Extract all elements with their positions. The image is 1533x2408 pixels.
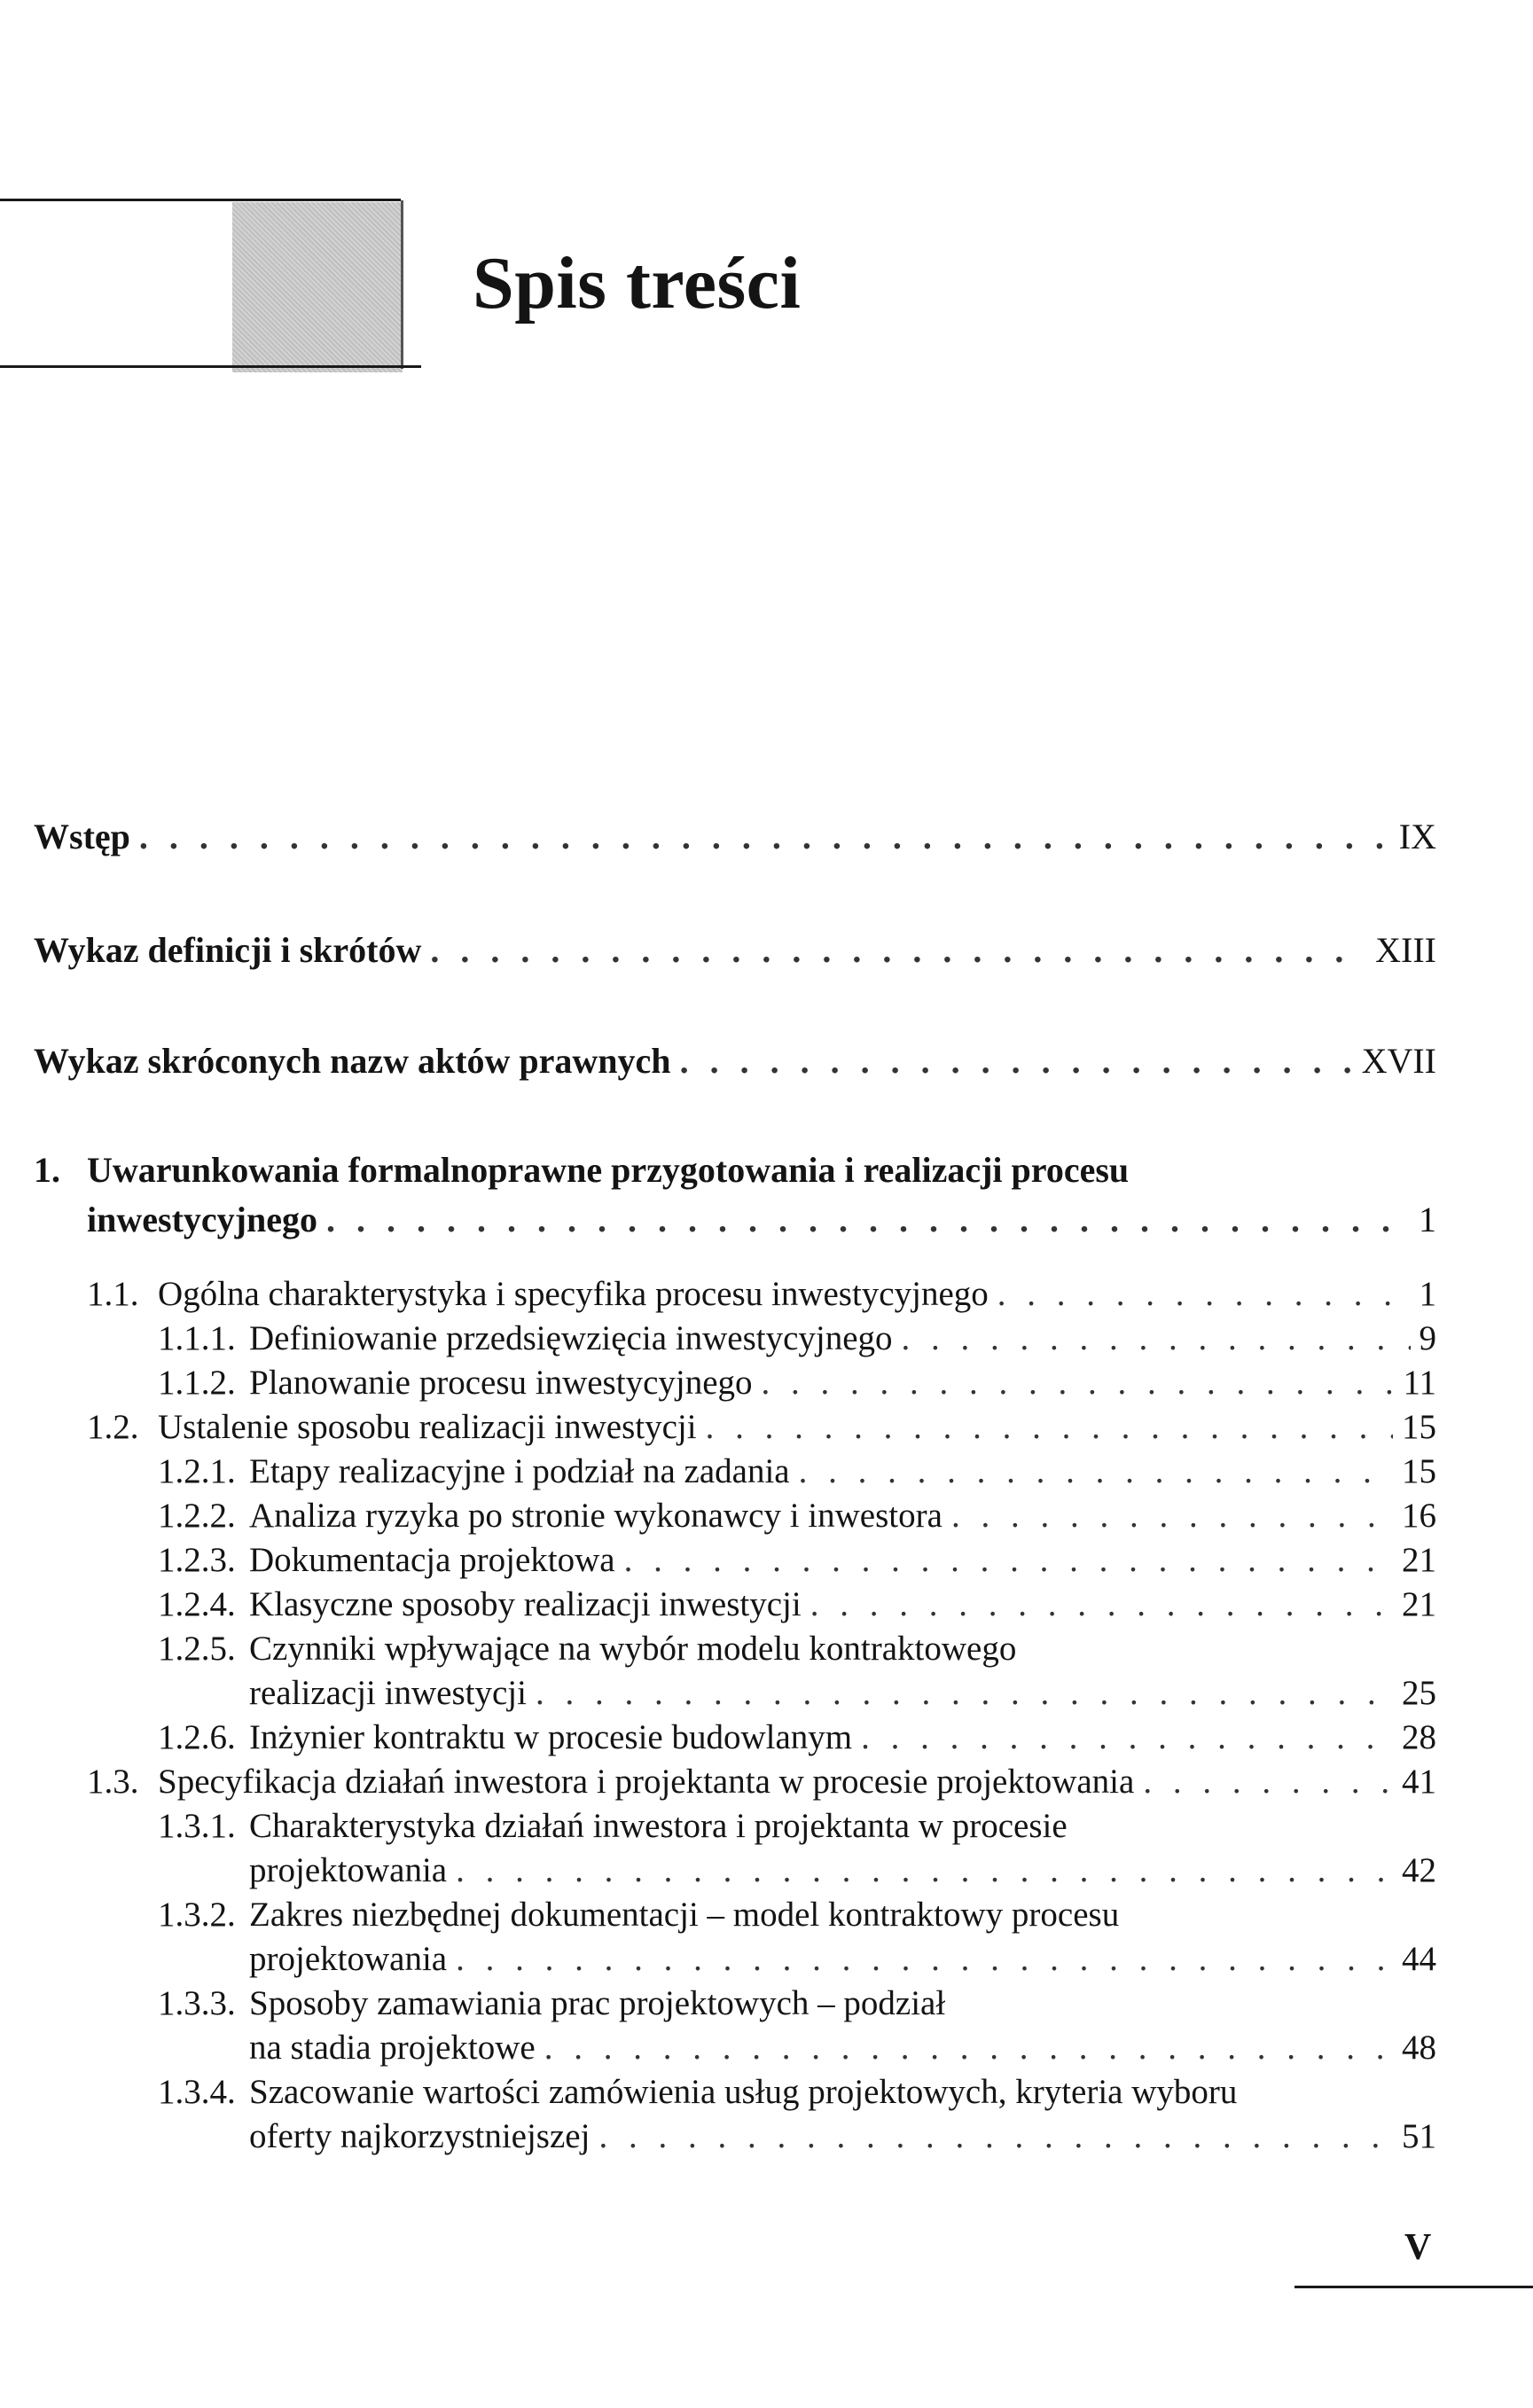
leader-dots bbox=[997, 1273, 1411, 1316]
toc-entry-page: 44 bbox=[1402, 1940, 1436, 1978]
toc-entry-text: Klasyczne sposoby realizacji inwestycji bbox=[249, 1585, 802, 1623]
toc-entry-text: Etapy realizacyjne i podział na zadania bbox=[249, 1452, 790, 1490]
header-shaded-box bbox=[232, 202, 403, 372]
leader-dots bbox=[810, 1583, 1393, 1626]
toc-entry-text: inwestycyjnego bbox=[87, 1200, 317, 1239]
page-title: Spis treści bbox=[473, 242, 802, 324]
toc-chapter-number: 1. bbox=[34, 1150, 60, 1190]
toc-entry-page: 42 bbox=[1402, 1851, 1436, 1889]
toc-entry-text: Sposoby zamawiania prac projektowych – podział bbox=[249, 1984, 946, 2022]
toc-entry-number: 1.1.1. bbox=[158, 1319, 236, 1357]
toc-entry-page: 11 bbox=[1403, 1364, 1436, 1402]
toc-entry-text: Szacowanie wartości zamówienia usług projektowych, kryteria wyboru bbox=[249, 2073, 1238, 2111]
toc-entry-text: Zakres niezbędnej dokumentacji – model kontraktowy procesu bbox=[249, 1896, 1120, 1934]
leader-dots bbox=[706, 1406, 1393, 1449]
toc-entry-text: Charakterystyka działań inwestora i projektanta w procesie bbox=[249, 1807, 1068, 1845]
toc-entry-number: 1.2.5. bbox=[158, 1630, 236, 1668]
toc-entry-number: 1.2. bbox=[87, 1408, 139, 1446]
leader-dots bbox=[902, 1317, 1411, 1360]
toc-entry-1-3-3[interactable] bbox=[158, 1982, 946, 2025]
leader-dots bbox=[762, 1362, 1395, 1404]
toc-entry-1-3-2[interactable] bbox=[158, 1894, 1120, 1936]
toc-entry-page: 51 bbox=[1402, 2117, 1436, 2155]
toc-entry-page: 48 bbox=[1402, 2029, 1436, 2067]
toc-chapter-text: Uwarunkowania formalnoprawne przygotowania i realizacji procesu bbox=[87, 1150, 1130, 1190]
toc-entry-1-1-1[interactable] bbox=[158, 1317, 1436, 1360]
toc-entry-text: Definiowanie przedsięwzięcia inwestycyjnego bbox=[249, 1319, 893, 1357]
leader-dots bbox=[544, 2027, 1393, 2069]
leader-dots bbox=[326, 1199, 1410, 1241]
toc-entry-legal-acts[interactable] bbox=[34, 1040, 1436, 1083]
leader-dots bbox=[536, 1672, 1393, 1715]
header-rule-bottom bbox=[0, 365, 421, 368]
toc-entry-page: 1 bbox=[1419, 1200, 1436, 1239]
toc-entry-text: Analiza ryzyka po stronie wykonawcy i inwestora bbox=[249, 1497, 942, 1535]
toc-entry-text: oferty najkorzystniejszej bbox=[249, 2117, 591, 2155]
leader-dots bbox=[139, 816, 1390, 858]
toc-entry-1-3-2-cont[interactable] bbox=[249, 1938, 1436, 1981]
toc-entry-page: 25 bbox=[1402, 1674, 1436, 1712]
toc-entry-text: Wykaz definicji i skrótów bbox=[34, 930, 422, 970]
toc-entry-text: Inżynier kontraktu w procesie budowlanym bbox=[249, 1718, 853, 1756]
toc-entry-number: 1.2.4. bbox=[158, 1585, 236, 1623]
leader-dots bbox=[799, 1450, 1393, 1493]
toc-entry-1-2-5[interactable] bbox=[158, 1628, 1017, 1670]
toc-entry-text: projektowania bbox=[249, 1851, 448, 1889]
leader-dots bbox=[861, 1716, 1393, 1759]
toc-entry-number: 1.1.2. bbox=[158, 1364, 236, 1402]
leader-dots bbox=[624, 1539, 1393, 1582]
toc-entry-1-3-4-cont[interactable] bbox=[249, 2115, 1436, 2158]
toc-entry-number: 1.2.6. bbox=[158, 1718, 236, 1756]
toc-entry-1-2[interactable] bbox=[87, 1406, 1436, 1449]
footer-rule bbox=[1294, 2286, 1533, 2288]
toc-chapter-1-cont[interactable] bbox=[87, 1199, 1436, 1241]
leader-dots bbox=[598, 2115, 1393, 2158]
toc-entry-page: 21 bbox=[1402, 1541, 1436, 1579]
toc-entry-1-2-4[interactable] bbox=[158, 1583, 1436, 1626]
toc-entry-1-3-4[interactable] bbox=[158, 2071, 1238, 2114]
toc-entry-page: XIII bbox=[1375, 930, 1436, 970]
toc-entry-1-1-2[interactable] bbox=[158, 1362, 1436, 1404]
toc-entry-page: 1 bbox=[1419, 1275, 1436, 1313]
toc-entry-page: 15 bbox=[1402, 1408, 1436, 1446]
toc-entry-1-3-1[interactable] bbox=[158, 1805, 1068, 1848]
toc-entry-1-3-3-cont[interactable] bbox=[249, 2027, 1436, 2069]
toc-entry-number: 1.3.4. bbox=[158, 2073, 236, 2111]
toc-entry-text: Planowanie procesu inwestycyjnego bbox=[249, 1364, 753, 1402]
toc-entry-number: 1.3.1. bbox=[158, 1807, 236, 1845]
leader-dots bbox=[1143, 1761, 1393, 1803]
toc-entry-number: 1.2.1. bbox=[158, 1452, 236, 1490]
toc-entry-page: 41 bbox=[1402, 1763, 1436, 1801]
toc-entry-text: realizacji inwestycji bbox=[249, 1674, 527, 1712]
toc-entry-1-2-3[interactable] bbox=[158, 1539, 1436, 1582]
toc-entry-number: 1.2.2. bbox=[158, 1497, 236, 1535]
toc-entry-number: 1.3.3. bbox=[158, 1984, 236, 2022]
leader-dots bbox=[951, 1495, 1393, 1537]
toc-entry-text: Ustalenie sposobu realizacji inwestycji bbox=[158, 1408, 697, 1446]
toc-entry-page: 15 bbox=[1402, 1452, 1436, 1490]
toc-entry-text: Wykaz skróconych nazw aktów prawnych bbox=[34, 1041, 671, 1081]
toc-entry-page: 21 bbox=[1402, 1585, 1436, 1623]
toc-entry-number: 1.3. bbox=[87, 1763, 139, 1801]
toc-entry-1-3[interactable] bbox=[87, 1761, 1436, 1803]
toc-entry-number: 1.1. bbox=[87, 1275, 139, 1313]
toc-entry-text: projektowania bbox=[249, 1940, 448, 1978]
header-rule-top bbox=[0, 199, 401, 201]
toc-entry-text: Specyfikacja działań inwestora i projektanta w procesie projektowania bbox=[158, 1763, 1135, 1801]
toc-entry-text: Ogólna charakterystyka i specyfika procesu inwestycyjnego bbox=[158, 1275, 989, 1313]
toc-entry-1-2-1[interactable] bbox=[158, 1450, 1436, 1493]
header-box-edge bbox=[401, 200, 403, 369]
toc-entry-1-1[interactable] bbox=[87, 1273, 1436, 1316]
toc-entry-1-3-1-cont[interactable] bbox=[249, 1849, 1436, 1892]
toc-entry-1-2-6[interactable] bbox=[158, 1716, 1436, 1759]
toc-entry-page: 28 bbox=[1402, 1718, 1436, 1756]
toc-entry-text: na stadia projektowe bbox=[249, 2029, 536, 2067]
toc-entry-number: 1.2.3. bbox=[158, 1541, 236, 1579]
toc-entry-1-2-5-cont[interactable] bbox=[249, 1672, 1436, 1715]
leader-dots bbox=[430, 929, 1366, 972]
toc-entry-text: Wstęp bbox=[34, 817, 130, 856]
toc-entry-page: 16 bbox=[1402, 1497, 1436, 1535]
toc-entry-page: XVII bbox=[1361, 1041, 1436, 1081]
leader-dots bbox=[456, 1849, 1393, 1892]
page-folio: V bbox=[1404, 2227, 1432, 2268]
toc-entry-number: 1.3.2. bbox=[158, 1896, 236, 1934]
toc-entry-wstep[interactable] bbox=[34, 816, 1436, 858]
toc-chapter-1-title[interactable] bbox=[34, 1149, 1130, 1192]
toc-entry-page: IX bbox=[1398, 817, 1436, 856]
toc-entry-page: 9 bbox=[1419, 1319, 1436, 1357]
toc-entry-text: Dokumentacja projektowa bbox=[249, 1541, 615, 1579]
toc-entry-text: Czynniki wpływające na wybór modelu kontraktowego bbox=[249, 1630, 1017, 1668]
leader-dots bbox=[456, 1938, 1393, 1981]
leader-dots bbox=[680, 1040, 1353, 1083]
toc-entry-1-2-2[interactable] bbox=[158, 1495, 1436, 1537]
toc-entry-definitions[interactable] bbox=[34, 929, 1436, 972]
